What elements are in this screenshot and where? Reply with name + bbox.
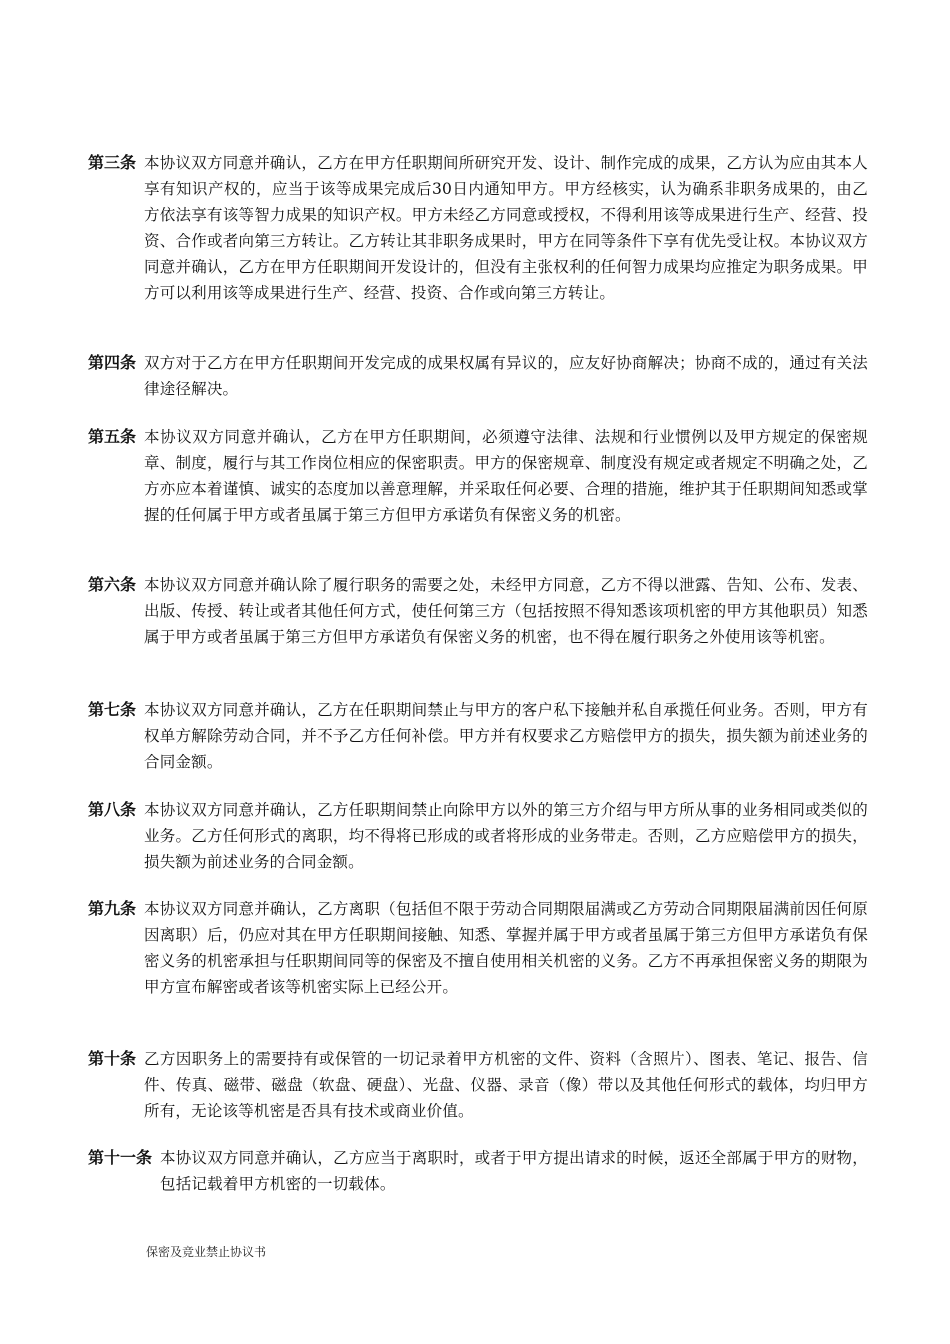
- article-11: [88, 1145, 868, 1197]
- article-text: 本协议双方同意并确认除了履行职务的需要之处，未经甲方同意，乙方不得以泄露、告知、公布、发表、出版、传授、转让或者其他任何方式，使任何第三方（包括按照不得知悉该项机密的甲方其他职员）知悉属于甲方或者虽属于第三方但甲方承诺负有保密义务的机密，也不得在履行职务之外使用该等机密。: [144, 576, 868, 646]
- article-label: 第六条: [88, 575, 137, 594]
- article-label: 第十一条: [88, 1148, 153, 1167]
- article-text: 本协议双方同意并确认，乙方应当于离职时，或者于甲方提出请求的时候，返还全部属于甲方的财物，包括记载着甲方机密的一切载体。: [160, 1149, 868, 1193]
- article-10: [88, 1046, 868, 1124]
- article-text: 本协议双方同意并确认，乙方在任职期间禁止与甲方的客户私下接触并私自承揽任何业务。否则，甲方有权单方解除劳动合同，并不予乙方任何补偿。甲方并有权要求乙方赔偿甲方的损失，损失额为前述业务的合同金额。: [144, 701, 868, 771]
- article-6: [88, 572, 868, 650]
- article-5: [88, 424, 868, 528]
- article-text: 双方对于乙方在甲方任职期间开发完成的成果权属有异议的，应友好协商解决；协商不成的，通过有关法律途径解决。: [144, 354, 868, 398]
- article-label: 第四条: [88, 353, 137, 372]
- article-text: 乙方因职务上的需要持有或保管的一切记录着甲方机密的文件、资料（含照片）、图表、笔记、报告、信件、传真、磁带、磁盘（软盘、硬盘）、光盘、仪器、录音（像）带以及其他任何形式的载体，均归甲方所有，无论该等机密是否具有技术或商业价值。: [144, 1050, 868, 1120]
- article-label: 第八条: [88, 800, 137, 819]
- article-label: 第九条: [88, 899, 137, 918]
- article-text: 本协议双方同意并确认，乙方在甲方任职期间所研究开发、设计、制作完成的成果，乙方认为应由其本人享有知识产权的，应当于该等成果完成后30日内通知甲方。甲方经核实，认为确系非职务成果的，由乙方依法享有该等智力成果的知识产权。甲方未经乙方同意或授权，不得利用该等成果进行生产、经营、投资、合作或者向第三方转让。乙方转让其非职务成果时，甲方在同等条件下享有优先受让权。本协议双方同意并确认，乙方在甲方任职期间开发设计的，但没有主张权利的任何智力成果均应推定为职务成果。甲方可以利用该等成果进行生产、经营、投资、合作或向第三方转让。: [144, 154, 868, 302]
- article-text: 本协议双方同意并确认，乙方任职期间禁止向除甲方以外的第三方介绍与甲方所从事的业务相同或类似的业务。乙方任何形式的离职，均不得将已形成的或者将形成的业务带走。否则，乙方应赔偿甲方的损失，损失额为前述业务的合同金额。: [144, 801, 868, 871]
- article-8: [88, 797, 868, 875]
- article-label: 第十条: [88, 1049, 137, 1068]
- article-3: [88, 150, 868, 306]
- article-7: [88, 697, 868, 775]
- article-label: 第三条: [88, 153, 137, 172]
- article-label: 第七条: [88, 700, 137, 719]
- article-4: [88, 350, 868, 402]
- article-9: [88, 896, 868, 1000]
- article-text: 本协议双方同意并确认，乙方离职（包括但不限于劳动合同期限届满或乙方劳动合同期限届满前因任何原因离职）后，仍应对其在甲方任职期间接触、知悉、掌握并属于甲方或者虽属于第三方但甲方承诺负有保密义务的机密承担与任职期间同等的保密及不擅自使用相关机密的义务。乙方不再承担保密义务的期限为甲方宣布解密或者该等机密实际上已经公开。: [144, 900, 868, 996]
- page-footer-title: 保密及竞业禁止协议书: [146, 1245, 267, 1259]
- article-text: 本协议双方同意并确认，乙方在甲方任职期间，必须遵守法律、法规和行业惯例以及甲方规定的保密规章、制度，履行与其工作岗位相应的保密职责。甲方的保密规章、制度没有规定或者规定不明确之处，乙方亦应本着谨慎、诚实的态度加以善意理解，并采取任何必要、合理的措施，维护其于任职期间知悉或掌握的任何属于甲方或者虽属于第三方但甲方承诺负有保密义务的机密。: [144, 428, 868, 524]
- article-label: 第五条: [88, 427, 137, 446]
